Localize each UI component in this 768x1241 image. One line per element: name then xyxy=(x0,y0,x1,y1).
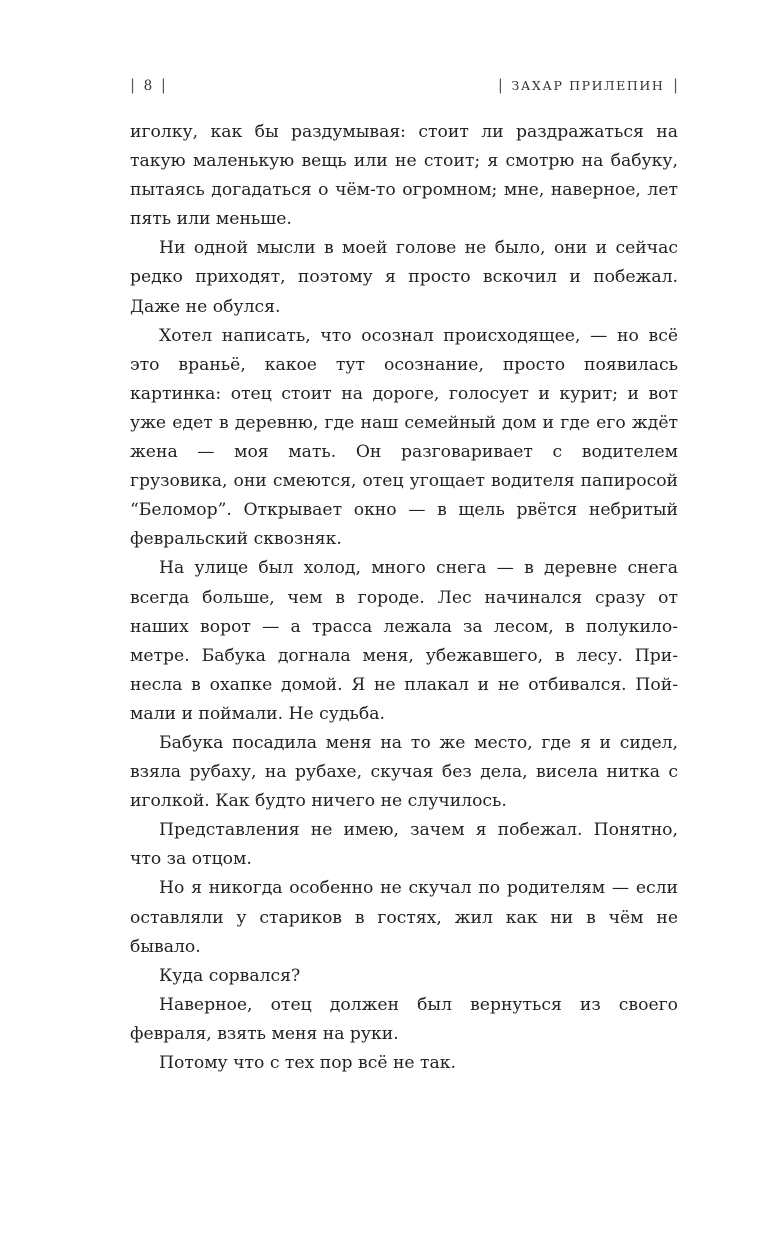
body-text xyxy=(130,118,678,1078)
paragraph: На улице был холод, много снега — в деревне снега всегда больше, чем в городе. Лес начинался сразу от наших ворот — а трасса лежала за лесом, в полукилометре. Бабука догнала меня, убежавшего, в лесу. Принесла в охапке домой. Я не плакал и не отбивался. Поймали и поймали. Не судьба. xyxy=(130,558,678,724)
paragraph: Хотел написать, что осознал происходящее, — но всё это враньё, какое тут осознание, просто появилась картинка: отец стоит на дороге, голосует и курит; и вот уже едет в деревню, где наш семейный дом и где его ждёт жена — моя мать. Он разговаривает с водителем грузовика, они смеются, отец угощает водителя папиросой “Беломор”. Открывает окно — в щель рвётся небритый февральский сквозняк. xyxy=(130,325,678,550)
separator-bar: | xyxy=(160,76,166,94)
author-block xyxy=(498,76,678,94)
paragraph: Бабука посадила меня на то же место, где я и сидел, взяла рубаху, на рубахе, скучая без дела, висела нитка с иголкой. Как будто ничего не случилось. xyxy=(130,732,678,812)
paragraph: Куда сорвался? xyxy=(159,965,301,986)
separator-bar: | xyxy=(130,76,136,94)
author-name: ЗАХАР ПРИЛЕПИН xyxy=(511,78,665,93)
paragraph: Наверное, отец должен был вернуться из своего февраля, взять меня на руки. xyxy=(130,994,678,1044)
paragraph: Ни одной мысли в моей голове не было, они и сейчас редко приходят, поэтому я просто вскочил и побежал. Даже не обулся. xyxy=(130,238,678,317)
running-head xyxy=(130,74,678,96)
separator-bar: | xyxy=(672,76,678,94)
paragraph: Потому что с тех пор всё не так. xyxy=(159,1053,457,1073)
page-number-block xyxy=(130,76,166,94)
paragraph: Но я никогда особенно не скучал по родителям — если оставляли у стариков в гостях, жил как ни в чём не бывало. xyxy=(130,878,678,957)
page-number: 8 xyxy=(143,78,153,94)
paragraph: иголку, как бы раздумывая: стоит ли раздражаться на такую маленькую вещь или не стоит; я смотрю на бабуку, пытаясь догадаться о чём-то огромном; мне, наверное, лет пять или меньше. xyxy=(130,122,678,230)
paragraph: Представления не имею, зачем я побежал. Понятно, что за отцом. xyxy=(130,820,678,870)
separator-bar: | xyxy=(497,76,503,94)
